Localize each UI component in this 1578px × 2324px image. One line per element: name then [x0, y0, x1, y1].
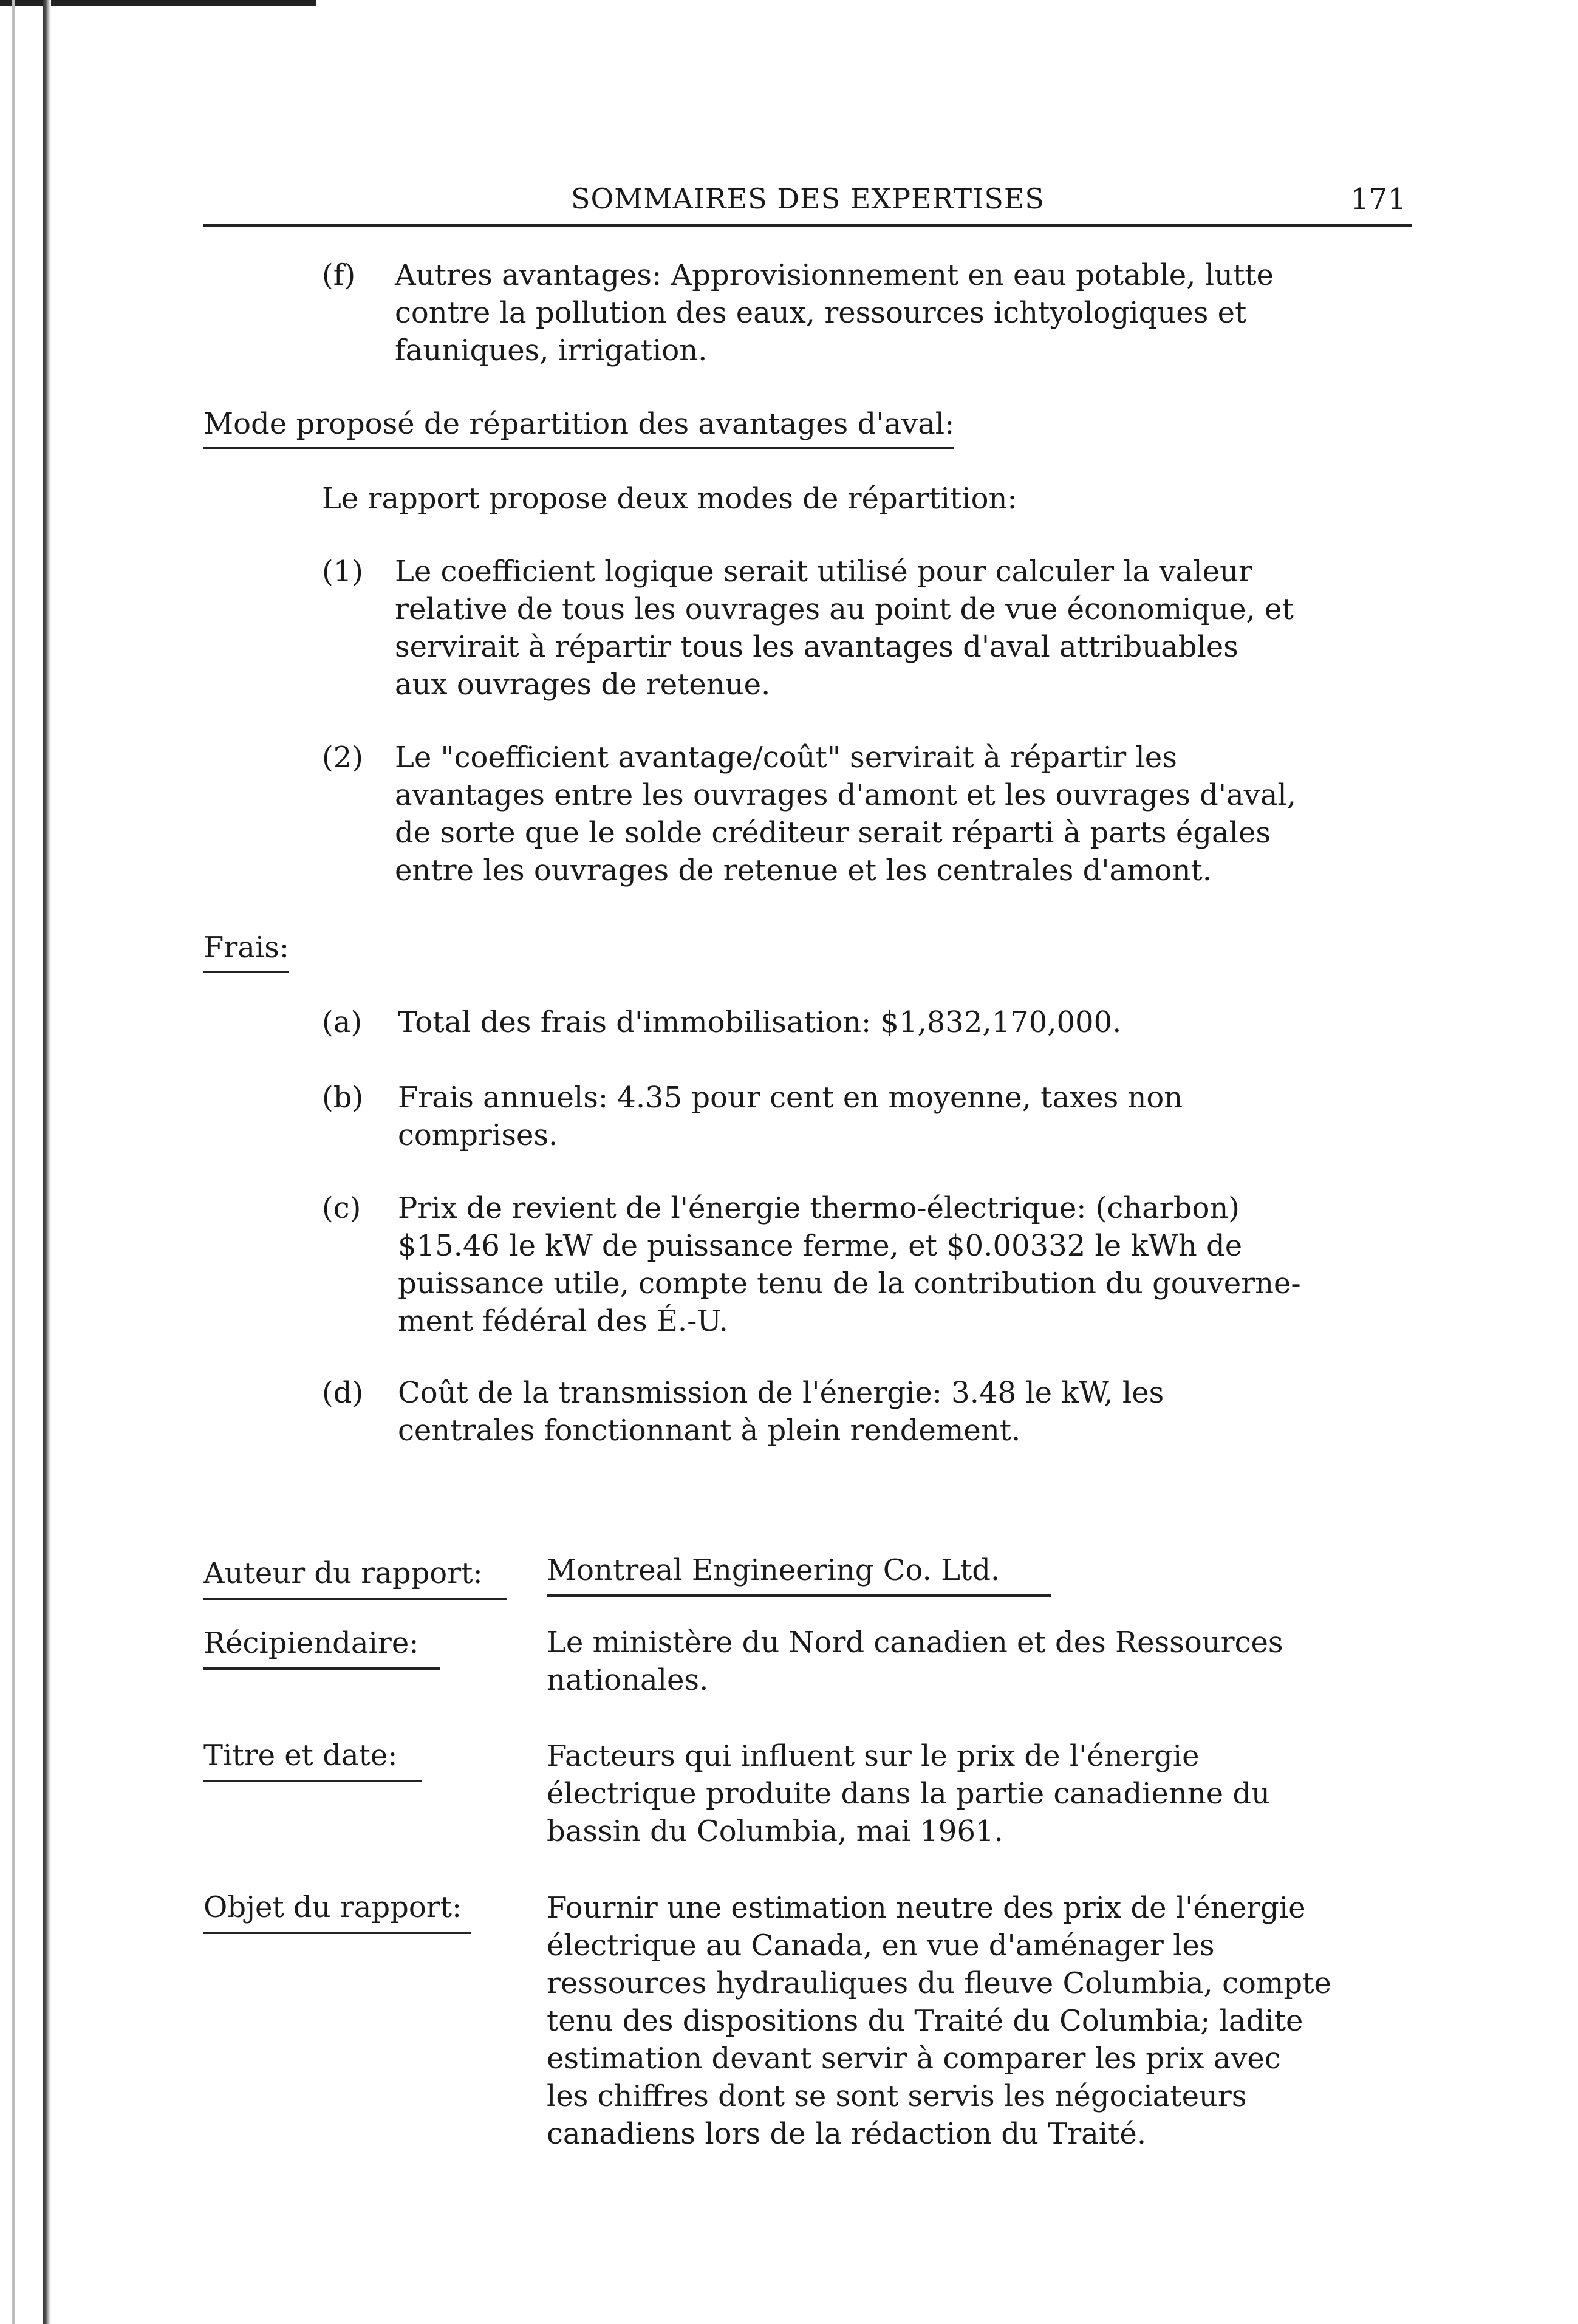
- label-underline: [203, 1598, 507, 1600]
- frais-item-d-line: centrales fonctionnant à plein rendement.: [398, 1413, 1021, 1447]
- recipient-value: [547, 1624, 1283, 1699]
- frais-item-b-marker: (b): [322, 1081, 364, 1115]
- label-underline: [203, 1932, 471, 1934]
- page-scan-stripe: [12, 0, 15, 2324]
- frais-item-c-line: puissance utile, compte tenu de la contribution du gouverne-: [398, 1266, 1301, 1300]
- mode-item-2-text: [395, 739, 1296, 889]
- mode-item-2-line: Le "coefficient avantage/coût" servirait à répartir les: [395, 740, 1177, 774]
- object-line: ressources hydrauliques du fleuve Columbia, compte: [547, 1966, 1331, 2000]
- object-label-block: [203, 1889, 462, 1926]
- object-value: [547, 1889, 1331, 2153]
- frais-item-a-line: Total des frais d'immobilisation: $1,832,170,000.: [398, 1005, 1122, 1039]
- section-heading-mode-text: Mode proposé de répartition des avantages d'aval:: [203, 407, 955, 441]
- mode-item-2-marker: (2): [322, 740, 363, 774]
- recipient-line: Le ministère du Nord canadien et des Ressources: [547, 1625, 1283, 1659]
- recipient-line: nationales.: [547, 1663, 709, 1697]
- author-value: Montreal Engineering Co. Ltd.: [547, 1553, 1000, 1587]
- mode-item-1-marker: (1): [322, 555, 363, 589]
- object-line: électrique au Canada, en vue d'aménager les: [547, 1929, 1215, 1963]
- frais-item-a-marker: (a): [322, 1005, 363, 1039]
- item-f-line: Autres avantages: Approvisionnement en eau potable, lutte: [395, 258, 1274, 292]
- mode-item-2-line: avantages entre les ouvrages d'amont et les ouvrages d'aval,: [395, 778, 1296, 812]
- object-line: canadiens lors de la rédaction du Traité.: [547, 2117, 1147, 2151]
- frais-item-b-line: Frais annuels: 4.35 pour cent en moyenne, taxes non: [398, 1081, 1183, 1115]
- author-value-block: [547, 1552, 1000, 1588]
- item-f-marker: (f): [322, 258, 356, 292]
- title-label-block: [203, 1737, 397, 1774]
- label-underline: [203, 1667, 440, 1670]
- mode-item-1-text: [395, 553, 1294, 703]
- title-date-line: électrique produite dans la partie canadienne du: [547, 1777, 1271, 1811]
- author-label-block: [203, 1555, 483, 1591]
- object-line: estimation devant servir à comparer les prix avec: [547, 2042, 1281, 2076]
- frais-item-c-text: [398, 1189, 1301, 1340]
- title-date-value: [547, 1737, 1270, 1850]
- running-header-title: SOMMAIRES DES EXPERTISES: [571, 182, 1045, 215]
- mode-item-1-line: servirait à répartir tous les avantages d'aval attribuables: [395, 630, 1238, 664]
- frais-item-d-line: Coût de la transmission de l'énergie: 3.48 le kW, les: [398, 1376, 1164, 1410]
- mode-item-1-line: relative de tous les ouvrages au point de vue économique, et: [395, 592, 1294, 626]
- section-heading-frais: [203, 929, 289, 966]
- frais-item-b-line: comprises.: [398, 1118, 558, 1152]
- item-f-line: contre la pollution des eaux, ressources ichtyologiques et: [395, 296, 1247, 330]
- mode-item-1-line: aux ouvrages de retenue.: [395, 668, 771, 702]
- frais-item-d-marker: (d): [322, 1376, 364, 1410]
- object-label: Objet du rapport:: [203, 1890, 462, 1924]
- page-binding-edge: [43, 0, 51, 2324]
- heading-underline: [203, 971, 289, 973]
- author-label: Auteur du rapport:: [203, 1556, 483, 1590]
- title-date-label: Titre et date:: [203, 1738, 398, 1772]
- page-number: 171: [1350, 182, 1406, 216]
- title-date-line: Facteurs qui influent sur le prix de l'énergie: [547, 1739, 1200, 1773]
- running-header: [203, 180, 1412, 227]
- frais-item-a-text: [398, 1003, 1121, 1041]
- frais-item-c-marker: (c): [322, 1191, 361, 1225]
- frais-item-d-text: [398, 1374, 1164, 1449]
- mode-item-1-line: Le coefficient logique serait utilisé pour calculer la valeur: [395, 555, 1252, 589]
- section-heading-mode: [203, 406, 954, 442]
- object-line: les chiffres dont se sont servis les négociateurs: [547, 2079, 1247, 2113]
- recipient-label-block: [203, 1625, 418, 1661]
- frais-item-c-line: $15.46 le kW de puissance ferme, et $0.00332 le kWh de: [398, 1229, 1243, 1263]
- item-f-line: fauniques, irrigation.: [395, 333, 708, 367]
- object-line: tenu des dispositions du Traité du Columbia; ladite: [547, 2004, 1303, 2038]
- mode-intro: Le rapport propose deux modes de répartition:: [322, 482, 1017, 516]
- value-underline: [547, 1594, 1051, 1597]
- title-date-line: bassin du Columbia, mai 1961.: [547, 1814, 1003, 1848]
- recipient-label: Récipiendaire:: [203, 1626, 419, 1660]
- heading-underline: [203, 447, 954, 449]
- section-heading-frais-text: Frais:: [203, 931, 290, 965]
- item-f-text: [395, 256, 1274, 369]
- mode-item-2-line: de sorte que le solde créditeur serait réparti à parts égales: [395, 816, 1271, 850]
- frais-item-c-line: Prix de revient de l'énergie thermo-électrique: (charbon): [398, 1191, 1240, 1225]
- object-line: Fournir une estimation neutre des prix de l'énergie: [547, 1891, 1306, 1925]
- label-underline: [203, 1780, 422, 1782]
- frais-item-c-line: ment fédéral des É.-U.: [398, 1304, 728, 1338]
- frais-item-b-text: [398, 1079, 1183, 1154]
- mode-item-2-line: entre les ouvrages de retenue et les centrales d'amont.: [395, 853, 1212, 887]
